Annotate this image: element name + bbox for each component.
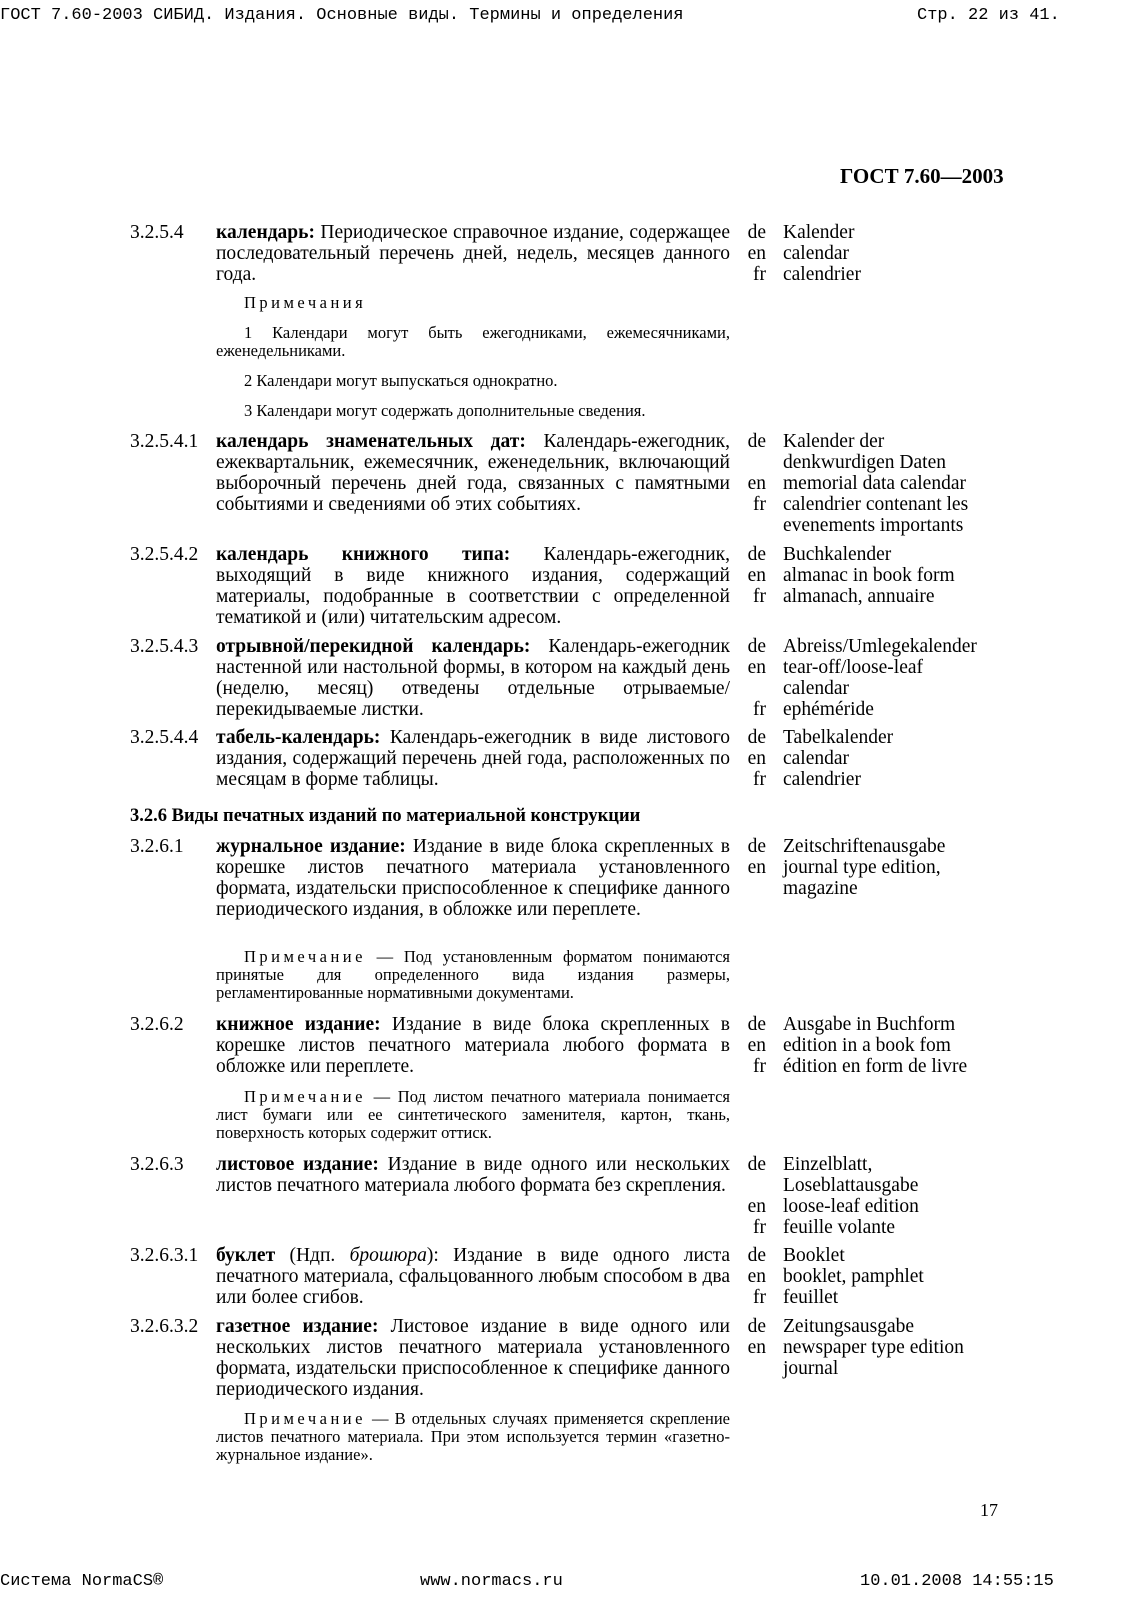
- entry-definition: отрывной/перекидной календарь: Календарь-ежегодник настенной или настольной формы, в котором на каждый день (неделю, месяц) отведены отдельные отрываемые/перекидываемые листки.: [216, 636, 730, 720]
- entry-number: 3.2.5.4.2: [130, 544, 199, 565]
- entry-definition: журнальное издание: Издание в виде блока скрепленных в корешке листов печатного материала установленного формата, издательски приспособленное к специфике данного периодического издания, в обложке или переплете.: [216, 836, 730, 920]
- entry-lang-codes: de en fr: [747, 636, 766, 720]
- entry-lang-codes: de en fr: [747, 222, 766, 285]
- running-header-title: ГОСТ 7.60-2003 СИБИД. Издания. Основные виды. Термины и определения: [0, 6, 684, 25]
- footer-timestamp: 10.01.2008 14:55:15: [860, 1572, 1054, 1591]
- entry-number: 3.2.5.4.4: [130, 727, 199, 748]
- entry-definition: буклет (Ндп. брошюра): Издание в виде одного листа печатного материала, сфальцованного любым способом в два или более сгибов.: [216, 1245, 730, 1308]
- entry-term: календарь книжного типа:: [216, 544, 511, 565]
- entry-definition: газетное издание: Листовое издание в виде одного или нескольких листов печатного материала установленного формата, издательски приспособленное к специфике данного периодического издания.: [216, 1316, 730, 1400]
- entry-translations: Abreiss/Umlegekalender tear-off/loose-leaf calendar ephéméride: [783, 636, 977, 720]
- entry-translations: Zeitschriftenausgabe journal type edition, magazine: [783, 836, 946, 899]
- entry-term: журнальное издание:: [216, 836, 406, 857]
- entry-definition: листовое издание: Издание в виде одного или нескольких листов печатного материала любого формата без скрепления.: [216, 1154, 730, 1196]
- entry-term: буклет: [216, 1245, 276, 1266]
- section-heading: 3.2.6 Виды печатных изданий по материальной конструкции: [130, 806, 641, 826]
- entry-definition: табель-календарь: Календарь-ежегодник в виде листового издания, содержащий перечень дней года, расположенных по месяцам в форме таблицы.: [216, 727, 730, 790]
- entry-number: 3.2.5.4.1: [130, 431, 199, 452]
- entry-number: 3.2.6.3: [130, 1154, 184, 1175]
- entry-term: листовое издание:: [216, 1154, 379, 1175]
- entry-translations: Booklet booklet, pamphlet feuillet: [783, 1245, 924, 1308]
- entry-translations: Einzelblatt, Loseblattausgabe loose-leaf edition feuille volante: [783, 1154, 919, 1238]
- entry-translations: Buchkalender almanac in book form almanach, annuaire: [783, 544, 955, 607]
- entry-lang-codes: de en fr: [747, 544, 766, 607]
- entry-term: календарь знаменательных дат:: [216, 431, 526, 452]
- entry-lang-codes: de en fr: [747, 727, 766, 790]
- note-item: 1 Календари могут быть ежегодниками, ежемесячниками, еженедельниками.: [216, 323, 730, 360]
- note-item: 2 Календари могут выпускаться однократно.: [244, 371, 558, 390]
- document-title: ГОСТ 7.60—2003: [840, 164, 1004, 188]
- entry-definition: книжное издание: Издание в виде блока скрепленных в корешке листов печатного материала любого формата в обложке или переплете.: [216, 1014, 730, 1077]
- entry-lang-codes: de en fr: [747, 1245, 766, 1308]
- note: Примечание — Под листом печатного материала понимается лист бумаги или ее синтетического заменителя, картон, ткань, поверхность которых содержит оттиск.: [216, 1087, 730, 1142]
- note: Примечание — В отдельных случаях применяется скрепление листов печатного материала. При этом используется термин «газетно-журнальное издание».: [216, 1409, 730, 1464]
- note: Примечание — Под установленным форматом понимаются принятые для определенного вида издания размеры, регламентированные нормативными документами.: [216, 947, 730, 1002]
- note-heading: Примечания: [244, 293, 367, 312]
- entry-translations: Zeitungsausgabe newspaper type edition journal: [783, 1316, 964, 1379]
- note-item: 3 Календари могут содержать дополнительные сведения.: [244, 401, 646, 420]
- entry-number: 3.2.6.2: [130, 1014, 184, 1035]
- entry-definition: календарь книжного типа: Календарь-ежегодник, выходящий в виде книжного издания, содержащий материалы, подобранные в соответствии с определенной тематикой и (или) читательским адресом.: [216, 544, 730, 628]
- entry-term: отрывной/перекидной календарь:: [216, 636, 531, 657]
- entry-number: 3.2.6.3.1: [130, 1245, 199, 1266]
- entry-translations: Ausgabe in Buchform edition in a book fom édition en form de livre: [783, 1014, 968, 1077]
- entry-definition: календарь: Периодическое справочное издание, содержащее последовательный перечень дней, недель, месяцев данного года.: [216, 222, 730, 285]
- running-header-page: Стр. 22 из 41.: [917, 6, 1060, 25]
- footer-website-link[interactable]: www.normacs.ru: [420, 1572, 563, 1591]
- entry-lang-codes: de en fr: [747, 1014, 766, 1077]
- entry-lang-codes: de en: [747, 1316, 766, 1358]
- entry-number: 3.2.6.3.2: [130, 1316, 199, 1337]
- entry-definition: календарь знаменательных дат: Календарь-ежегодник, ежеквартальник, ежемесячник, еженедельник, включающий выборочный перечень дней года, связанных с памятными событиями и сведениями об этих событиях.: [216, 431, 730, 515]
- entry-number: 3.2.6.1: [130, 836, 184, 857]
- entry-translations: Kalender calendar calendrier: [783, 222, 861, 285]
- entry-lang-codes: de en: [747, 836, 766, 878]
- entry-term: книжное издание:: [216, 1014, 381, 1035]
- entry-number: 3.2.5.4: [130, 222, 184, 243]
- entry-number: 3.2.5.4.3: [130, 636, 199, 657]
- entry-translations: Tabelkalender calendar calendrier: [783, 727, 894, 790]
- entry-translations: Kalender der denkwurdigen Daten memorial data calendar calendrier contenant les evenements importants: [783, 431, 969, 536]
- entry-lang-codes: de en fr: [747, 1154, 766, 1238]
- entry-lang-codes: de en fr: [747, 431, 766, 515]
- footer-system-name: Система NormaCS®: [0, 1572, 164, 1591]
- entry-term: табель-календарь:: [216, 727, 381, 748]
- page-number: 17: [980, 1500, 998, 1520]
- entry-term: газетное издание:: [216, 1316, 379, 1337]
- entry-term: календарь:: [216, 222, 315, 243]
